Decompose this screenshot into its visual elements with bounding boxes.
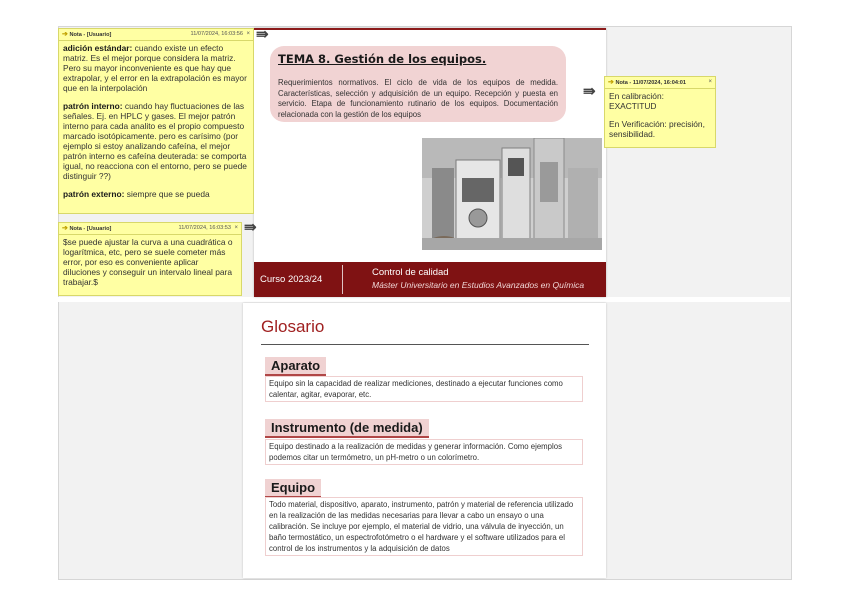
glossary-rule bbox=[261, 344, 589, 345]
glossary-definition: Todo material, dispositivo, aparato, instrumento, patrón y material de referencia utilizado en la realización de las medidas necesarias para llevar a cabo un ensayo o una calibración. Se incluye por ejemplo, el material de vidrio, una válvula de inyección, un baño termostático, un espectrofotómetro o el hardware y el software utilizados para el control de los instrumentos y la adquisición de datos bbox=[265, 497, 583, 556]
footer-separator bbox=[342, 265, 343, 294]
lab-equipment-photo bbox=[422, 138, 602, 250]
topic-body: Requerimientos normativos. El ciclo de vida de los equipos de medida. Características, selección y adquisición de un equipo. Recepción y puesta en servicio. Etapa de funcionamiento rutinario de los equipos. Documentación relacionada con la gestión de los equipos bbox=[278, 78, 558, 119]
glossary-term: Aparato bbox=[265, 357, 326, 376]
close-icon[interactable]: × bbox=[708, 79, 712, 85]
note-author: Nota - [Usuario] bbox=[69, 32, 112, 38]
note-author: Nota - [Usuario] bbox=[69, 226, 112, 232]
note-body[interactable] bbox=[59, 41, 253, 209]
glossary-definition: Equipo sin la capacidad de realizar mediciones, destinado a ejecutar funciones como calentar, agitar, evaporar, etc. bbox=[265, 376, 583, 402]
note-arrow-icon: ➔ bbox=[608, 79, 614, 86]
slide-page bbox=[254, 28, 606, 297]
glossary-title: Glosario bbox=[261, 317, 325, 336]
note-arrow-icon: ➔ bbox=[62, 225, 68, 232]
note-author: Nota - 11/07/2024, 16:04:01 bbox=[615, 80, 687, 86]
glossary-page bbox=[243, 303, 606, 578]
footer-title: Control de calidad bbox=[372, 267, 449, 278]
glossary-term: Equipo bbox=[265, 479, 321, 498]
note-body[interactable]: $se puede ajustar la curva a una cuadrática o logarítmica, etc, pero se suele cometer más error, por eso es conveniente aplicar diluciones y conseguir un intervalo lineal para trabajar.$ bbox=[63, 237, 233, 287]
right-double-arrow-icon: ⇛ bbox=[256, 26, 269, 43]
topic-box bbox=[270, 46, 566, 122]
note-term: patrón interno: bbox=[63, 101, 123, 111]
note-text: En calibración: EXACTITUD bbox=[609, 91, 664, 111]
note-term: adición estándar: bbox=[63, 43, 133, 53]
note-timestamp: 11/07/2024, 16:03:56 bbox=[190, 31, 243, 37]
note-timestamp: 11/07/2024, 16:03:53 bbox=[178, 225, 231, 231]
close-icon[interactable]: × bbox=[246, 31, 250, 37]
topic-title: TEMA 8. Gestión de los equipos. bbox=[278, 52, 487, 66]
glossary-term: Instrumento (de medida) bbox=[265, 419, 429, 438]
note-body[interactable] bbox=[605, 89, 715, 148]
close-icon[interactable]: × bbox=[234, 225, 238, 231]
slide-top-rule bbox=[254, 28, 606, 30]
note-arrow-icon: ➔ bbox=[62, 31, 68, 38]
note-header[interactable] bbox=[59, 223, 241, 235]
lab-equipment-illustration bbox=[422, 138, 602, 250]
note-text: siempre que se pueda bbox=[124, 189, 210, 199]
page-divider bbox=[58, 297, 790, 302]
right-double-arrow-icon: ⇛ bbox=[244, 219, 257, 236]
note-text: En Verificación: precisión, sensibilidad. bbox=[609, 119, 705, 139]
right-double-arrow-icon: ⇛ bbox=[583, 83, 596, 100]
sticky-note[interactable] bbox=[58, 28, 254, 214]
sticky-note[interactable] bbox=[58, 222, 242, 296]
note-header[interactable] bbox=[605, 77, 715, 89]
note-term: patrón externo: bbox=[63, 189, 125, 199]
footer-subtitle: Máster Universitario en Estudios Avanzados en Química bbox=[372, 280, 585, 290]
note-text: cuando hay fluctuaciones de las señales. Ej. en HPLC y gases. El mejor patrón interno para cada analito es el propio compuesto marcado isotópicamente. pero es carísimo (por ejemplo si estoy analizando cafeína, el mejor patrón interno es cafeína deuterada: se comporta igual, no reacciona con el entorno, pero se puede distinguir ??) bbox=[63, 101, 247, 181]
footer-course: Curso 2023/24 bbox=[260, 274, 323, 285]
slide-footer bbox=[254, 262, 606, 297]
note-header[interactable] bbox=[59, 29, 253, 41]
note-text: cuando existe un efecto matriz. Es el mejor porque considera la matriz. Pero su mayor inconveniente es que hay que extrapolar, y el error en la extrapolación es mayor que en la interpolación bbox=[63, 43, 247, 93]
glossary-definition: Equipo destinado a la realización de medidas y generar información. Como ejemplos podemos citar un termómetro, un pH-metro o un colorímetro. bbox=[265, 439, 583, 465]
sticky-note[interactable] bbox=[604, 76, 716, 148]
